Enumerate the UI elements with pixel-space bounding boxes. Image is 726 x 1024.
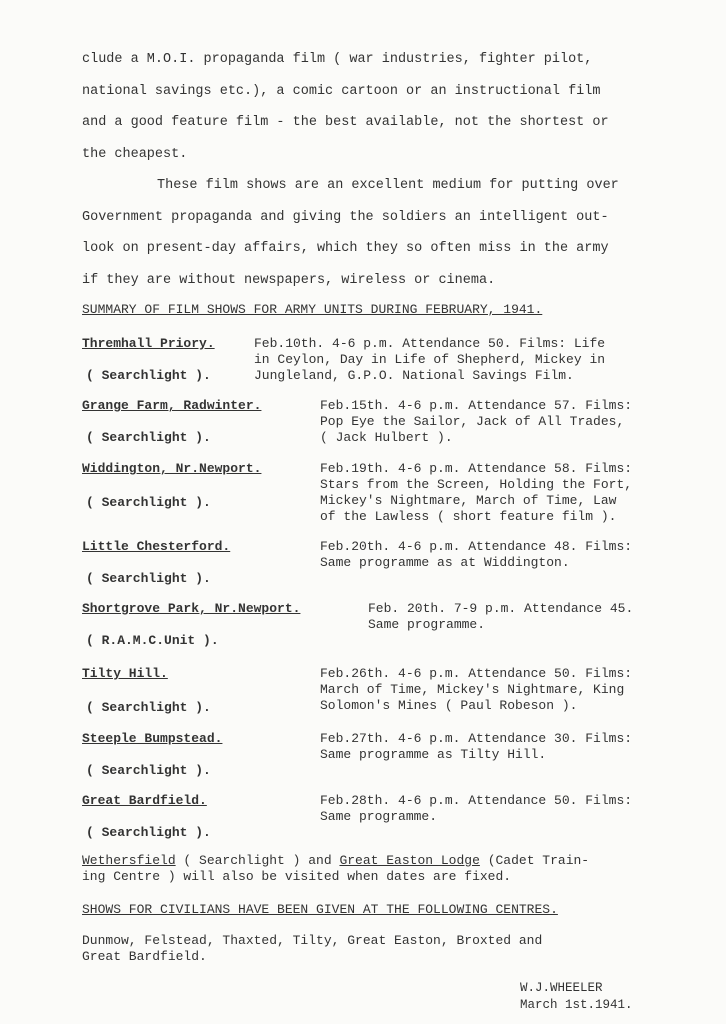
detail-line: Same programme as Tilty Hill. (320, 747, 547, 762)
show-details (368, 601, 633, 633)
film-show-entry (82, 461, 702, 524)
location-name: Thremhall Priory. (82, 336, 215, 351)
unit-type: ( Searchlight ). (86, 763, 211, 778)
show-details (320, 398, 632, 446)
text-line: the cheapest. (82, 146, 188, 162)
detail-line: Feb.26th. 4-6 p.m. Attendance 50. Films: (320, 666, 633, 681)
show-details (254, 336, 605, 384)
show-details (320, 666, 632, 714)
detail-line: of the Lawless ( short feature film ). (320, 509, 617, 524)
detail-line: Feb. 20th. 7-9 p.m. Attendance 45. (368, 601, 634, 616)
detail-line: Same programme. (320, 809, 438, 824)
location-name: Wethersfield (82, 853, 176, 868)
location-name: Great Easton Lodge (339, 853, 480, 868)
detail-line: Same programme as at Widdington. (320, 555, 570, 570)
intro-paragraph-2 (82, 170, 702, 296)
detail-line: in Ceylon, Day in Life of Shepherd, Mickey in (254, 352, 606, 367)
unit-type: ( Searchlight ). (86, 430, 211, 445)
detail-line: Jungleland, G.P.O. National Savings Film. (254, 368, 574, 383)
text-line: national savings etc.), a comic cartoon or an instructional film (82, 83, 601, 99)
note-text: (Cadet Train- (479, 853, 590, 868)
location-name: Tilty Hill. (82, 666, 168, 681)
detail-line: ( Jack Hulbert ). (320, 430, 453, 445)
detail-line: Same programme. (368, 617, 486, 632)
film-show-entry (82, 731, 702, 781)
film-show-entry (82, 336, 702, 386)
show-details (320, 539, 632, 571)
text-line: Great Bardfield. (82, 949, 207, 964)
note-text: ( Searchlight ) and (175, 853, 340, 868)
film-show-entry (82, 398, 702, 448)
detail-line: Stars from the Screen, Holding the Fort, (320, 477, 633, 492)
text-line: look on present-day affairs, which they so often miss in the army (82, 241, 609, 256)
unit-type: ( Searchlight ). (86, 495, 211, 510)
location-name: Steeple Bumpstead. (82, 731, 223, 746)
text-line: if they are without newspapers, wireless or cinema. (82, 272, 496, 288)
detail-line: March of Time, Mickey's Nightmare, King (320, 682, 625, 697)
detail-line: Pop Eye the Sailor, Jack of All Trades, (320, 414, 625, 429)
summary-heading: SUMMARY OF FILM SHOWS FOR ARMY UNITS DURING FEBRUARY, 1941. (82, 302, 543, 317)
signatory-name: W.J.WHEELER (520, 981, 603, 995)
detail-line: Feb.27th. 4-6 p.m. Attendance 30. Films: (320, 731, 633, 746)
civilian-heading: SHOWS FOR CIVILIANS HAVE BEEN GIVEN AT THE FOLLOWING CENTRES. (82, 902, 558, 917)
location-name: Grange Farm, Radwinter. (82, 398, 262, 413)
future-visits-note (82, 853, 702, 885)
film-show-entry (82, 666, 702, 716)
unit-type: ( R.A.M.C.Unit ). (86, 633, 219, 648)
show-details (320, 731, 632, 763)
unit-type: ( Searchlight ). (86, 825, 211, 840)
intro-paragraph-1 (82, 44, 702, 170)
signature-block (520, 980, 633, 1014)
note-line: ing Centre ) will also be visited when dates are fixed. (82, 869, 512, 884)
show-details (320, 793, 632, 825)
detail-line: Feb.28th. 4-6 p.m. Attendance 50. Films: (320, 793, 633, 808)
show-details (320, 461, 632, 525)
film-show-entry (82, 601, 702, 651)
location-name: Great Bardfield. (82, 793, 207, 808)
detail-line: Feb.19th. 4-6 p.m. Attendance 58. Films: (320, 461, 633, 476)
film-show-entry (82, 539, 702, 589)
signature-date: March 1st.1941. (520, 998, 633, 1012)
text-line: clude a M.O.I. propaganda film ( war industries, fighter pilot, (82, 52, 593, 67)
civilian-centres (82, 933, 702, 965)
note-line (82, 853, 702, 869)
detail-line: Mickey's Nightmare, March of Time, Law (320, 493, 617, 508)
unit-type: ( Searchlight ). (86, 571, 211, 586)
unit-type: ( Searchlight ). (86, 368, 211, 383)
detail-line: Feb.10th. 4-6 p.m. Attendance 50. Films: Life (254, 336, 606, 351)
detail-line: Feb.15th. 4-6 p.m. Attendance 57. Films: (320, 398, 633, 413)
film-show-entry (82, 793, 702, 843)
location-name: Shortgrove Park, Nr.Newport. (82, 601, 301, 616)
detail-line: Feb.20th. 4-6 p.m. Attendance 48. Films: (320, 539, 633, 554)
location-name: Little Chesterford. (82, 539, 231, 554)
unit-type: ( Searchlight ). (86, 700, 211, 715)
text-line: Dunmow, Felstead, Thaxted, Tilty, Great Easton, Broxted and (82, 933, 543, 948)
text-line: and a good feature film - the best available, not the shortest or (82, 115, 609, 130)
text-line: Government propaganda and giving the soldiers an intelligent out- (82, 209, 609, 225)
text-line: These film shows are an excellent medium for putting over (157, 178, 619, 193)
location-name: Widdington, Nr.Newport. (82, 461, 262, 476)
detail-line: Solomon's Mines ( Paul Robeson ). (320, 698, 578, 713)
